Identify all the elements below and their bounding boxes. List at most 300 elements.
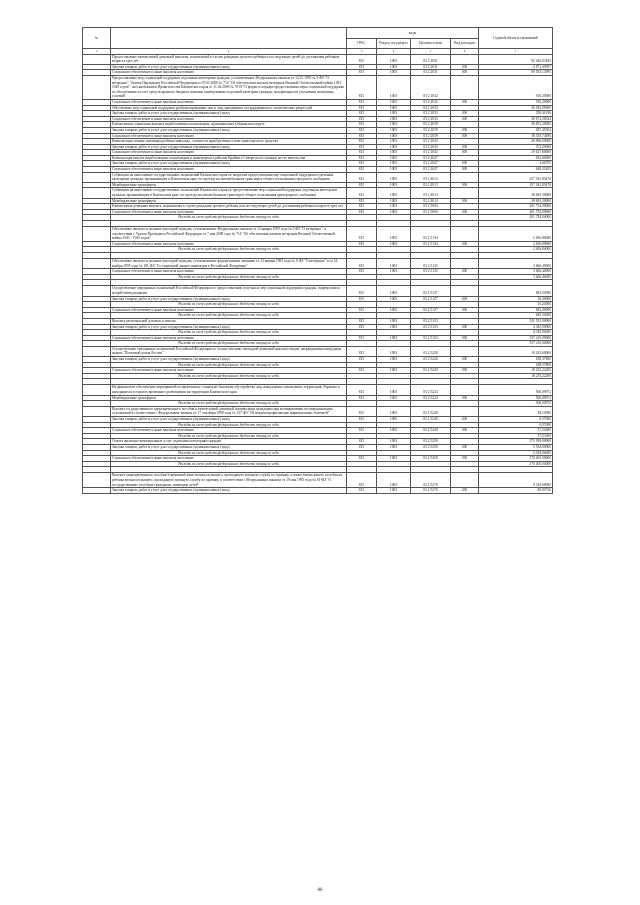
target-code: 03 2 4013 — [411, 172, 451, 182]
amount: 2 656,80000 — [479, 227, 553, 242]
section-code: 1003 — [377, 54, 411, 64]
amount: 506,09972 — [479, 395, 553, 401]
note-amount: 0,57000 — [479, 422, 553, 428]
table-row — [83, 488, 553, 494]
grbs-code: 815 — [347, 406, 377, 416]
amount: 38 853,20000 — [479, 122, 553, 128]
amount: 910,20000 — [479, 75, 553, 99]
amount: 40 000,00000 — [479, 139, 553, 145]
section-code: 1003 — [377, 439, 411, 445]
target-code: 03 2 2033 — [411, 111, 451, 117]
target-code: 03 2 5250 — [411, 439, 451, 445]
note-text: Расходы за счет средств федерального бюджета текущего года — [111, 313, 347, 319]
grbs-code: 815 — [347, 324, 377, 330]
expense-code — [451, 385, 479, 395]
expense-code: 300 — [451, 428, 479, 434]
note-amount: 506,09972 — [479, 401, 553, 407]
row-name: Закупка товаров, работ и услуг для государственных (муниципальных) нужд — [111, 127, 347, 133]
grbs-code: 815 — [347, 385, 377, 395]
grbs-code: 815 — [347, 473, 377, 488]
note-amount: 370 405,00000 — [479, 461, 553, 467]
section-code: 1003 — [377, 346, 411, 356]
section-code: 1003 — [377, 127, 411, 133]
grbs-code: 815 — [347, 269, 377, 275]
amount: 3 666,40000 — [479, 258, 553, 268]
row-number-cell — [83, 188, 111, 198]
table-row — [83, 286, 553, 296]
row-name: Компенсация выплат неработающим пенсионерам и инвалидам из районов Крайнего Севера на постоянное место жительства — [111, 155, 347, 161]
section-code: 1003 — [377, 139, 411, 145]
header-index-3: 3 — [347, 49, 377, 55]
target-code: 03 2 2032 — [411, 99, 451, 105]
section-code: 1003 — [377, 105, 411, 111]
note-amount: 537 210,00000 — [479, 341, 553, 347]
expense-code: 300 — [451, 269, 479, 275]
row-number-cell — [83, 54, 111, 64]
amount: 37,53000 — [479, 428, 553, 434]
expense-code — [451, 406, 479, 416]
target-code: 03 2 5270 — [411, 473, 451, 488]
grbs-code: 815 — [347, 307, 377, 313]
header-index-6: 6 — [451, 49, 479, 55]
section-code: 1003 — [377, 335, 411, 341]
row-name: Предоставление мер социальной поддержки отдельным категориям граждан, установленных Федеральным законом от 12.01.1995 № 5-ФЗ "О ветеранах", Указом Президента Российской Федерации от 07.05.2008 № 714 "Об обеспечении жильем ветеранов Великой Отечественной войны 1941-1945 годов", постановлением Правительства Камчатского края от 11.02.2009 № 70-П "О форме и порядке предоставления меры социальной поддержки по обеспечению за счет средств краевого бюджета жилыми помещениями отдельной категории граждан, нуждающихся в улучшении жилищных условий" — [111, 75, 347, 99]
note-text: Расходы за счет средств федерального бюджета текущего года — [111, 330, 347, 336]
target-code: 03 2 5135 — [411, 269, 451, 275]
expense-code — [451, 172, 479, 182]
row-number-cell — [83, 172, 111, 182]
amount: 38,10000 — [479, 406, 553, 416]
amount: 910,20000 — [479, 99, 553, 105]
grbs-code: 815 — [347, 133, 377, 139]
row-name: Социальное обеспечение и иные выплаты населению — [111, 167, 347, 173]
note-text: Расходы за счет средств федерального бюджета текущего года — [111, 302, 347, 308]
expense-code — [451, 286, 479, 296]
header-target: Целевая статья — [411, 39, 451, 49]
expense-code — [451, 473, 479, 488]
note-amount: 188,37800 — [479, 362, 553, 368]
row-number-cell — [83, 385, 111, 395]
target-code: 03 2 5137 — [411, 296, 451, 302]
page-number: 80 — [317, 888, 323, 893]
row-name: Закупка товаров, работ и услуг для государственных (муниципальных) нужд — [111, 488, 347, 494]
expense-code — [451, 346, 479, 356]
header-section: Раздел, под-раздел — [377, 39, 411, 49]
amount: 649,33205 — [479, 167, 553, 173]
target-code: 03 2 5220 — [411, 357, 451, 363]
expense-code: 200 — [451, 144, 479, 150]
grbs-code: 815 — [347, 99, 377, 105]
target-code: 03 2 2039 — [411, 133, 451, 139]
section-code: 1003 — [377, 209, 411, 215]
row-name: Социальное обеспечение и иные выплаты населению — [111, 368, 347, 374]
target-code: 03 2 2047 — [411, 161, 451, 167]
grbs-code: 815 — [347, 417, 377, 423]
grbs-code: 815 — [347, 368, 377, 374]
section-code: 1003 — [377, 188, 411, 198]
amount: 372,20000 — [479, 144, 553, 150]
amount: 497,45504 — [479, 127, 553, 133]
expense-code: 300 — [451, 209, 479, 215]
grbs-code: 815 — [347, 105, 377, 111]
section-code: 1003 — [377, 227, 411, 242]
amount: 80,00720 — [479, 488, 553, 494]
table-row — [83, 75, 553, 99]
section-code: 1003 — [377, 258, 411, 268]
grbs-code: 815 — [347, 161, 377, 167]
grbs-code: 815 — [347, 227, 377, 242]
grbs-code: 815 — [347, 395, 377, 401]
amount: 38 693,30000 — [479, 198, 553, 204]
row-name: Социальное обеспечение и иные выплаты населению — [111, 456, 347, 462]
expense-code — [451, 188, 479, 198]
section-code: 1003 — [377, 75, 411, 99]
row-name: Социальное обеспечение и иные выплаты населению — [111, 116, 347, 122]
expense-code: 300 — [451, 368, 479, 374]
section-code: 1003 — [377, 144, 411, 150]
row-number-cell — [83, 75, 111, 99]
section-code: 1003 — [377, 64, 411, 70]
section-code: 1003 — [377, 324, 411, 330]
row-name: Социальное обеспечение и иные выплаты населению — [111, 428, 347, 434]
amount: 20 925,00000 — [479, 105, 553, 111]
target-code: 03 2 5134 — [411, 227, 451, 242]
grbs-code: 815 — [347, 182, 377, 188]
expense-code — [451, 227, 479, 242]
section-code: 1003 — [377, 167, 411, 173]
target-code: 03 2 4013 — [411, 182, 451, 188]
target-code: 03 2 5224 — [411, 395, 451, 401]
target-code: 03 2 5137 — [411, 286, 451, 296]
row-name: Закупка товаров, работ и услуг для государственных (муниципальных) нужд — [111, 417, 347, 423]
section-code: 1003 — [377, 70, 411, 76]
target-code: 03 2 5153 — [411, 318, 451, 324]
target-code: 03 2 5137 — [411, 307, 451, 313]
row-name: Закупка товаров, работ и услуг для государственных (муниципальных) нужд — [111, 111, 347, 117]
row-name: Обеспечение жильем отдельных категорий граждан, установленных Федеральным законом от 12 января 1995 года № 5-ФЗ "О ветеранах", в соответствии с Указом Президента Российской Федерации от 7 мая 2008 года № 714 "Об обеспечении жильем ветеранов Великой Отечественной войны 1941 - 1945 годов" — [111, 227, 347, 242]
amount: 2,66795 — [479, 161, 553, 167]
section-code: 1003 — [377, 204, 411, 210]
note-amount: 201 754,00000 — [479, 215, 553, 221]
table-row — [83, 258, 553, 268]
row-name: Межбюджетные трансферты — [111, 198, 347, 204]
target-code: 03 2 5135 — [411, 258, 451, 268]
target-code: 03 2 5250 — [411, 456, 451, 462]
section-code: 1003 — [377, 116, 411, 122]
header-grbs: ГРБС — [347, 39, 377, 49]
section-code: 1003 — [377, 99, 411, 105]
row-name: Социальное обеспечение и иные выплаты населению — [111, 70, 347, 76]
grbs-code: 815 — [347, 188, 377, 198]
amount: 18 423,60000 — [479, 346, 553, 356]
row-name: Социальное обеспечение и иные выплаты населению — [111, 209, 347, 215]
amount: 250,41656 — [479, 111, 553, 117]
amount: 693,50000 — [479, 286, 553, 296]
grbs-code: 815 — [347, 54, 377, 64]
expense-code: 300 — [451, 116, 479, 122]
target-code: 03 2 2043 — [411, 144, 451, 150]
grbs-code: 815 — [347, 204, 377, 210]
amount: 257 341,85476 — [479, 172, 553, 182]
target-code: 03 2 5224 — [411, 385, 451, 395]
grbs-code: 815 — [347, 286, 377, 296]
amount: 38 693,30000 — [479, 188, 553, 198]
note-text: Расходы за счет средств федерального бюджета текущего года — [111, 341, 347, 347]
header-index-4: 4 — [377, 49, 411, 55]
expense-code: 300 — [451, 456, 479, 462]
expense-code: 200 — [451, 444, 479, 450]
section-code: 1003 — [377, 161, 411, 167]
expense-code: 300 — [451, 70, 479, 76]
amount: 3 666,40000 — [479, 269, 553, 275]
header-expense-type: Вид расходов — [451, 39, 479, 49]
row-name: Социальное обеспечение и иные выплаты населению — [111, 99, 347, 105]
row-name: Предоставление ежемесячной денежной выплаты, назначаемой в случае рождения третьего ребенка и последующих детей до достижения ребенком возраста трех лет — [111, 54, 347, 64]
amount: 541 555,90000 — [479, 318, 553, 324]
target-code: 03 2 4014 — [411, 188, 451, 198]
target-code: 03 2 5270 — [411, 488, 451, 494]
row-name: Закупка товаров, работ и услуг для государственных (муниципальных) нужд — [111, 64, 347, 70]
row-number-cell — [83, 286, 111, 296]
grbs-code: 815 — [347, 258, 377, 268]
table-row — [83, 188, 553, 198]
expense-code: 300 — [451, 167, 479, 173]
note-text: Расходы за счет средств федерального бюджета текущего года — [111, 401, 347, 407]
note-amount: 683,30000 — [479, 313, 553, 319]
note-text: Расходы за счет средств федерального бюджета текущего года — [111, 433, 347, 439]
amount: 5 554,00000 — [479, 444, 553, 450]
row-name: Закупка товаров, работ и услуг для государственных (муниципальных) нужд — [111, 357, 347, 363]
grbs-code: 815 — [347, 346, 377, 356]
section-code: 1003 — [377, 241, 411, 247]
expense-code: 200 — [451, 111, 479, 117]
note-text: Расходы за счет средств федерального бюджета текущего года — [111, 422, 347, 428]
section-code: 1003 — [377, 150, 411, 156]
section-code: 1003 — [377, 198, 411, 204]
section-code: 1003 — [377, 488, 411, 494]
table-row — [83, 473, 553, 488]
row-name: Социальное обеспечение и иные выплаты населению — [111, 133, 347, 139]
row-name: Компенсация семьям, имеющим ребенка-инвалида, стоимости приобретенного ими транспортного средства — [111, 139, 347, 145]
amount: 201 754,00000 — [479, 209, 553, 215]
note-text: Расходы за счет средств федерального бюджета текущего года — [111, 215, 347, 221]
row-number-cell — [83, 227, 111, 242]
expense-code: 200 — [451, 64, 479, 70]
grbs-code: 815 — [347, 209, 377, 215]
target-code: 03 2 2043 — [411, 139, 451, 145]
amount: 18 235,22200 — [479, 368, 553, 374]
section-code: 1003 — [377, 286, 411, 296]
header-index-5: 5 — [411, 49, 451, 55]
row-name: Выплата единовременного пособия беременной жене военнослужащего, проходящего военную службу по призыву, а также ежемесячного пособия на ребенка военнослужащего, проходящего военную службу по призыву, в соответствии с Федеральным законом от 19 мая 1995 года № 81-ФЗ "О государственных пособиях гражданам, имеющим детей" — [111, 473, 347, 488]
row-name: Социальное обеспечение и иные выплаты населению — [111, 269, 347, 275]
grbs-code: 815 — [347, 155, 377, 161]
row-name: Межбюджетные трансферты — [111, 395, 347, 401]
target-code: 03 2 5084 — [411, 209, 451, 215]
header-name — [111, 28, 347, 49]
expense-code — [451, 54, 479, 64]
target-code: 03 2 2047 — [411, 155, 451, 161]
note-amount: 10,20000 — [479, 302, 553, 308]
section-code: 1003 — [377, 269, 411, 275]
note-amount: 18 235,22200 — [479, 373, 553, 379]
expense-code: 200 — [451, 127, 479, 133]
row-name: Выплата государственного единовременного пособия и ежемесячной денежной компенсации гражданам при возникновении поствакцинальных осложнений в соответствии с Федеральным законом от 17 сентября 1998 года № 157-ФЗ "Об иммунопрофилактике инфекционных болезней" — [111, 406, 347, 416]
amount: 10,20000 — [479, 296, 553, 302]
target-code: 03 2 5250 — [411, 444, 451, 450]
amount: 4 345,90000 — [479, 324, 553, 330]
note-text: Расходы за счет средств федерального бюджета текущего года — [111, 274, 347, 280]
section-code: 1003 — [377, 406, 411, 416]
grbs-code: 815 — [347, 172, 377, 182]
row-name: Социальное обеспечение и иные выплаты населению — [111, 335, 347, 341]
target-code: 03 2 5220 — [411, 346, 451, 356]
expense-code: 500 — [451, 182, 479, 188]
amount: 201 754,00000 — [479, 204, 553, 210]
amount: 2 871,49187 — [479, 64, 553, 70]
target-code: 03 2 2031 — [411, 54, 451, 64]
grbs-code: 815 — [347, 318, 377, 324]
row-name: Ежемесячная денежная выплата, назначаемая в случае рождения третьего ребенка или последующих детей до достижения ребенком возраста трех лет — [111, 204, 347, 210]
grbs-code: 815 — [347, 64, 377, 70]
row-name: Обеспечение жильем отдельных категорий граждан, установленных федеральными законами от 12 января 1995 года № 5-ФЗ "О ветеранах" и от 24 ноября 1995 года № 181-ФЗ "О социальной защите инвалидов в Российской Федерации" — [111, 258, 347, 268]
note-text: Расходы за счет средств федерального бюджета текущего года — [111, 362, 347, 368]
amount: 370 405,00000 — [479, 456, 553, 462]
table-row — [83, 54, 553, 64]
note-amount: 4 345,90000 — [479, 330, 553, 336]
section-code: 1003 — [377, 417, 411, 423]
target-code: 03 2 5220 — [411, 368, 451, 374]
row-name: Закупка товаров, работ и услуг для государственных (муниципальных) нужд — [111, 144, 347, 150]
header-index-7: 7 — [479, 49, 553, 55]
expense-code: 200 — [451, 324, 479, 330]
section-code: 1003 — [377, 155, 411, 161]
row-number-cell — [83, 473, 111, 488]
expense-code: 200 — [451, 488, 479, 494]
grbs-code: 815 — [347, 116, 377, 122]
grbs-code: 815 — [347, 296, 377, 302]
table-row — [83, 406, 553, 416]
target-code: 03 2 5153 — [411, 324, 451, 330]
amount: 506,09972 — [479, 385, 553, 395]
amount: 20 674,58344 — [479, 116, 553, 122]
amount: 537 210,00000 — [479, 335, 553, 341]
grbs-code: 815 — [347, 127, 377, 133]
row-name: Межбюджетные трансферты — [111, 182, 347, 188]
row-name: Субвенции на выполнение государственных полномочий Камчатского края по вопросам предоставления мер социальной поддержки отдельным категориям граждан, проживающим в Камчатском крае, по проезду на автомобильном транспорте общего пользования городского сообщения — [111, 172, 347, 182]
note-text: Расходы за счет средств федерального бюджета текущего года — [111, 450, 347, 456]
note-text: Расходы за счет средств федерального бюджета текущего года — [111, 247, 347, 253]
row-name: Выплата региональной доплаты к пенсии — [111, 318, 347, 324]
target-code: 03 2 5240 — [411, 428, 451, 434]
row-number-cell — [83, 488, 111, 494]
grbs-code: 815 — [347, 335, 377, 341]
grbs-code: 815 — [347, 198, 377, 204]
header-total: Годовой объем ассигнований — [479, 28, 553, 49]
grbs-code: 815 — [347, 167, 377, 173]
section-code: 1003 — [377, 122, 411, 128]
grbs-code: 815 — [347, 444, 377, 450]
note-amount: 3 666,40000 — [479, 274, 553, 280]
note-amount: 5 554,00000 — [479, 450, 553, 456]
amount: 89 565,13995 — [479, 70, 553, 76]
section-code: 1003 — [377, 428, 411, 434]
target-code: 03 2 5153 — [411, 335, 451, 341]
target-code: 03 2 2031 — [411, 64, 451, 70]
target-code: 03 2 5134 — [411, 241, 451, 247]
amount: 9 316,60000 — [479, 473, 553, 488]
expense-code: 500 — [451, 198, 479, 204]
grbs-code: 815 — [347, 75, 377, 99]
budget-table — [82, 27, 553, 494]
amount: 2 656,80000 — [479, 241, 553, 247]
header-index-1: 1 — [83, 49, 111, 55]
grbs-code: 815 — [347, 456, 377, 462]
amount: 683,30000 — [479, 307, 553, 313]
row-name: Социальное обеспечение и иные выплаты населению — [111, 307, 347, 313]
grbs-code: 815 — [347, 144, 377, 150]
row-name: Закупка товаров, работ и услуг для государственных (муниципальных) нужд — [111, 161, 347, 167]
target-code: 03 2 5240 — [411, 417, 451, 423]
target-code: 03 2 5084 — [411, 204, 451, 210]
row-name: Социальное обеспечение и иные выплаты населению — [111, 241, 347, 247]
note-amount: 37,53000 — [479, 433, 553, 439]
expense-code: 200 — [451, 161, 479, 167]
section-code: 1003 — [377, 318, 411, 324]
note-amount: 2 656,80000 — [479, 247, 553, 253]
target-code: 03 2 4014 — [411, 198, 451, 204]
expense-code: 200 — [451, 417, 479, 423]
section-code: 1003 — [377, 473, 411, 488]
grbs-code: 815 — [347, 428, 377, 434]
grbs-code: 815 — [347, 488, 377, 494]
note-text: Расходы за счет средств федерального бюджета текущего года — [111, 373, 347, 379]
table-body — [83, 54, 553, 493]
section-code: 1003 — [377, 444, 411, 450]
header-number: № — [83, 28, 111, 49]
expense-code: 300 — [451, 133, 479, 139]
row-name: Обеспечение мер социальной поддержки реабилитированных лиц и лиц, признанных пострадавшими от политических репрессий — [111, 105, 347, 111]
amount: 38 355,74496 — [479, 133, 553, 139]
section-code: 1003 — [377, 368, 411, 374]
row-name: Закупка товаров, работ и услуг для государственных (муниципальных) нужд — [111, 444, 347, 450]
expense-code: 200 — [451, 357, 479, 363]
table-row — [83, 227, 553, 242]
target-code: 03 2 2039 — [411, 127, 451, 133]
grbs-code: 815 — [347, 122, 377, 128]
amount: 188,37800 — [479, 357, 553, 363]
target-code: 03 2 2047 — [411, 167, 451, 173]
row-name: Ежемесячная социальная выплата неработающим пенсионерам, проживающим в Корякском округе — [111, 122, 347, 128]
row-name: На финансовое обеспечение мероприятий по временному социально-бытовому обустройству лиц, вынужденно покинувших территорию Украины и находящихся в пунктах временного размещения на территории Камчатского края — [111, 385, 347, 395]
amount: 92 436,03182 — [479, 54, 553, 64]
section-code: 1003 — [377, 357, 411, 363]
grbs-code: 815 — [347, 139, 377, 145]
header-codes: коды — [347, 28, 479, 39]
header-index-2: 2 — [111, 49, 347, 55]
section-code: 1003 — [377, 385, 411, 395]
grbs-code: 815 — [347, 241, 377, 247]
grbs-code: 815 — [347, 357, 377, 363]
table-row — [83, 385, 553, 395]
row-number-cell — [83, 346, 111, 356]
grbs-code: 815 — [347, 111, 377, 117]
expense-code: 300 — [451, 150, 479, 156]
section-code: 1003 — [377, 111, 411, 117]
expense-code: 300 — [451, 307, 479, 313]
expense-code: 300 — [451, 241, 479, 247]
amount: 39 627,80000 — [479, 150, 553, 156]
